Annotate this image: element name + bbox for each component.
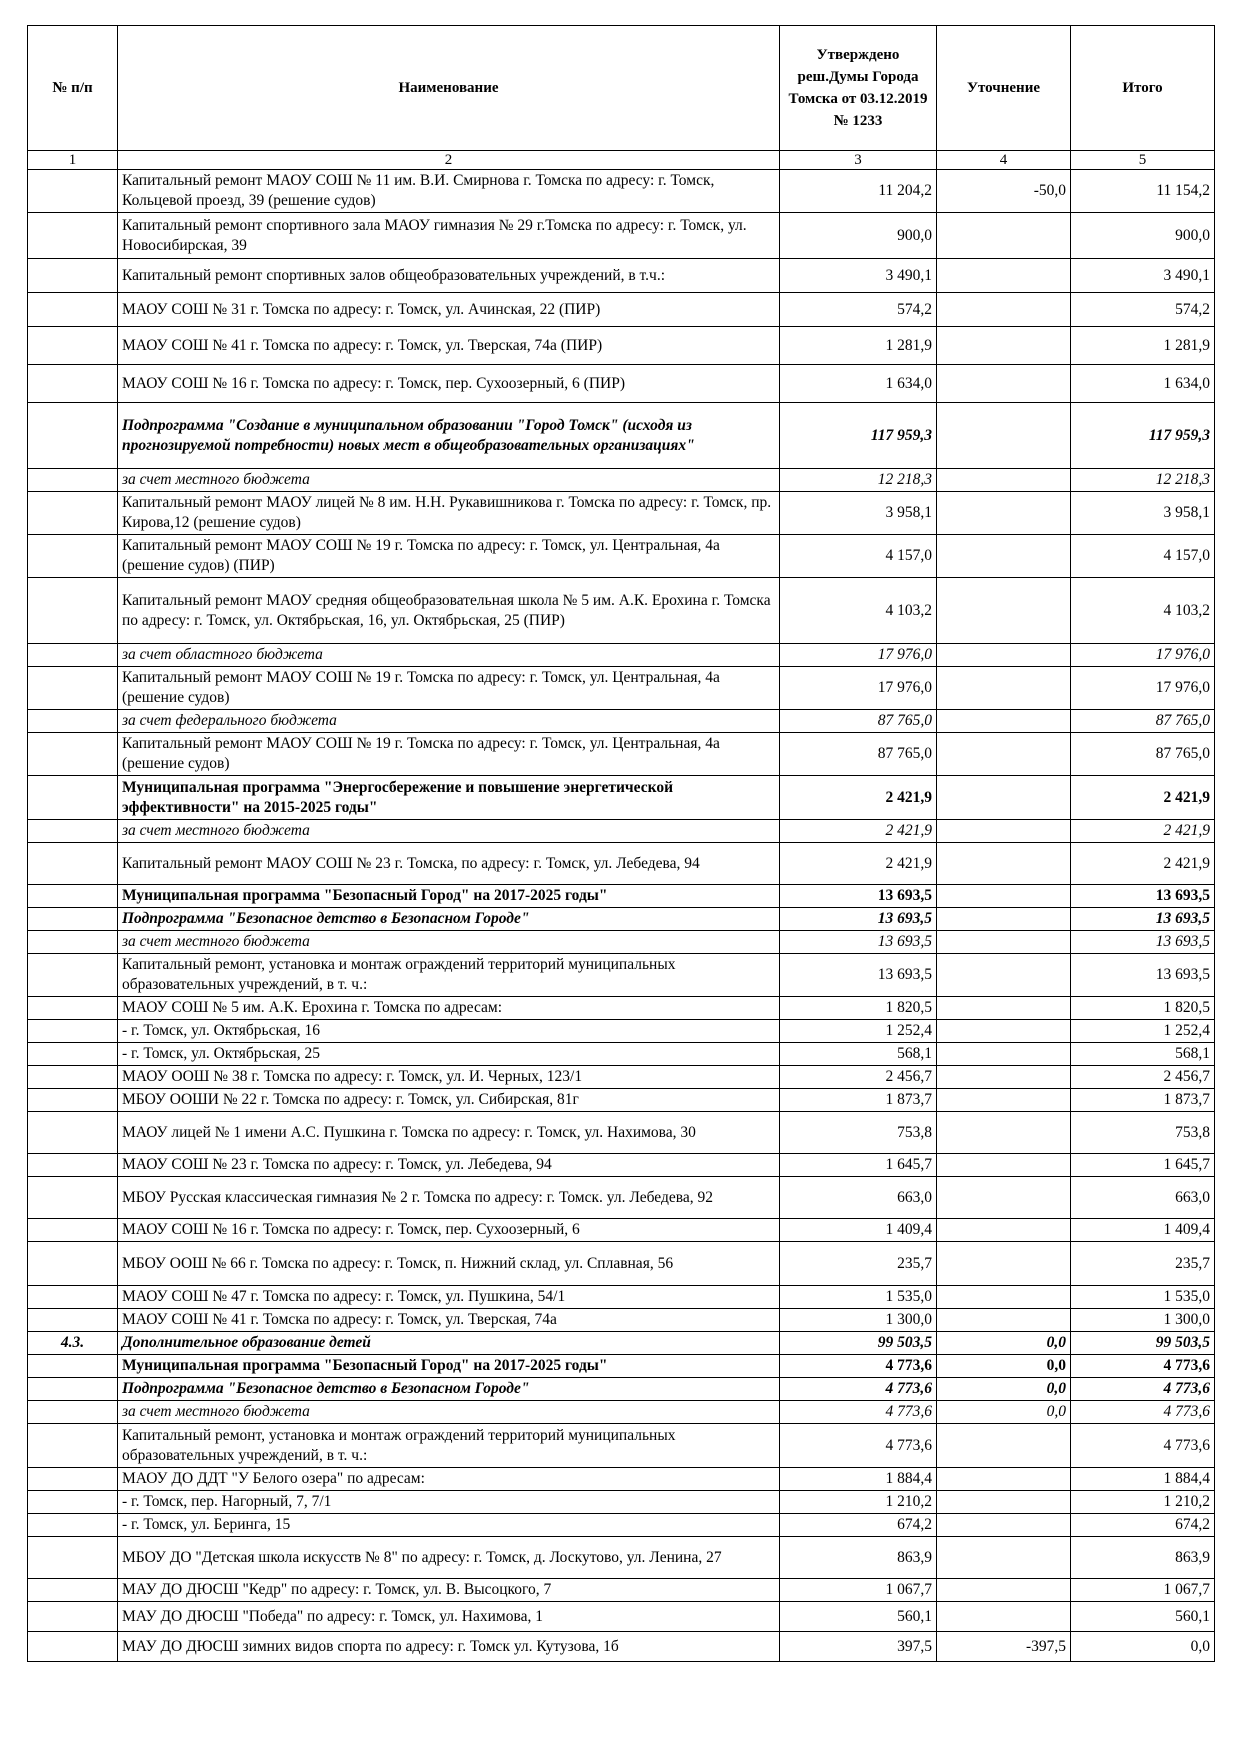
row-number	[28, 1219, 118, 1242]
budget-table-page	[27, 25, 1214, 1662]
row-change-value: -50,0	[937, 170, 1071, 213]
row-change-value	[937, 535, 1071, 578]
row-number	[28, 931, 118, 954]
row-change-value	[937, 1154, 1071, 1177]
table-row	[28, 1177, 1215, 1219]
row-change-value	[937, 259, 1071, 293]
row-change-value	[937, 885, 1071, 908]
table-row	[28, 259, 1215, 293]
row-total-value: 17 976,0	[1071, 644, 1215, 667]
row-number	[28, 1514, 118, 1537]
row-change-value: 0,0	[937, 1332, 1071, 1355]
row-number	[28, 644, 118, 667]
row-name: - г. Томск, ул. Октябрьская, 25	[118, 1043, 780, 1066]
row-approved-value: 1 281,9	[780, 327, 937, 365]
row-approved-value: 1 300,0	[780, 1309, 937, 1332]
table-row	[28, 1514, 1215, 1537]
table-row	[28, 1424, 1215, 1468]
row-approved-value: 4 773,6	[780, 1378, 937, 1401]
header-name: Наименование	[118, 26, 780, 151]
row-number	[28, 1468, 118, 1491]
row-number	[28, 327, 118, 365]
row-approved-value: 3 958,1	[780, 492, 937, 535]
row-change-value	[937, 213, 1071, 259]
table-row	[28, 1066, 1215, 1089]
table-row	[28, 710, 1215, 733]
row-total-value: 1 300,0	[1071, 1309, 1215, 1332]
header-total: Итого	[1071, 26, 1215, 151]
row-name: Капитальный ремонт МАОУ СОШ № 19 г. Томска по адресу: г. Томск, ул. Центральная, 4а (решение судов)	[118, 667, 780, 710]
row-change-value	[937, 820, 1071, 843]
row-approved-value: 1 252,4	[780, 1020, 937, 1043]
row-change-value	[937, 293, 1071, 327]
row-approved-value: 4 773,6	[780, 1355, 937, 1378]
row-name: МАОУ СОШ № 47 г. Томска по адресу: г. Томск, ул. Пушкина, 54/1	[118, 1286, 780, 1309]
row-name: - г. Томск, пер. Нагорный, 7, 7/1	[118, 1491, 780, 1514]
row-name: Капитальный ремонт МАОУ лицей № 8 им. Н.Н. Рукавишникова г. Томска по адресу: г. Томск, пр. Кирова,12 (решение судов)	[118, 492, 780, 535]
row-change-value	[937, 1177, 1071, 1219]
row-total-value: 863,9	[1071, 1537, 1215, 1579]
row-approved-value: 1 634,0	[780, 365, 937, 403]
table-row	[28, 644, 1215, 667]
table-row	[28, 1537, 1215, 1579]
row-number	[28, 908, 118, 931]
table-row	[28, 1332, 1215, 1355]
row-total-value: 4 773,6	[1071, 1401, 1215, 1424]
row-total-value: 235,7	[1071, 1242, 1215, 1286]
row-change-value	[937, 492, 1071, 535]
row-change-value	[937, 667, 1071, 710]
row-total-value: 1 634,0	[1071, 365, 1215, 403]
row-change-value	[937, 931, 1071, 954]
table-row	[28, 1378, 1215, 1401]
table-row	[28, 733, 1215, 776]
row-name: МБОУ ООШ № 66 г. Томска по адресу: г. Томск, п. Нижний склад, ул. Сплавная, 56	[118, 1242, 780, 1286]
row-total-value: 2 421,9	[1071, 843, 1215, 885]
row-number	[28, 667, 118, 710]
row-change-value	[937, 403, 1071, 469]
row-approved-value: 11 204,2	[780, 170, 937, 213]
table-row	[28, 1401, 1215, 1424]
row-number	[28, 578, 118, 644]
row-approved-value: 3 490,1	[780, 259, 937, 293]
row-name: МБОУ ООШИ № 22 г. Томска по адресу: г. Томск, ул. Сибирская, 81г	[118, 1089, 780, 1112]
row-total-value: 4 773,6	[1071, 1378, 1215, 1401]
row-number	[28, 403, 118, 469]
row-change-value	[937, 1043, 1071, 1066]
row-number	[28, 733, 118, 776]
table-row	[28, 1112, 1215, 1154]
row-number	[28, 259, 118, 293]
table-row	[28, 1579, 1215, 1602]
column-number: 5	[1071, 151, 1215, 170]
row-name: Муниципальная программа "Безопасный Город" на 2017-2025 годы"	[118, 1355, 780, 1378]
table-row	[28, 535, 1215, 578]
row-number	[28, 535, 118, 578]
row-name: Капитальный ремонт спортивных залов общеобразовательных учреждений, в т.ч.:	[118, 259, 780, 293]
row-total-value: 3 958,1	[1071, 492, 1215, 535]
row-approved-value: 13 693,5	[780, 908, 937, 931]
row-total-value: 117 959,3	[1071, 403, 1215, 469]
row-total-value: 87 765,0	[1071, 733, 1215, 776]
row-name: Капитальный ремонт МАОУ СОШ № 23 г. Томска, по адресу: г. Томск, ул. Лебедева, 94	[118, 843, 780, 885]
row-approved-value: 574,2	[780, 293, 937, 327]
table-row	[28, 1602, 1215, 1632]
row-number	[28, 1602, 118, 1632]
table-row	[28, 365, 1215, 403]
row-name: Капитальный ремонт МАОУ СОШ № 11 им. В.И. Смирнова г. Томска по адресу: г. Томск, Кольцевой проезд, 39 (решение судов)	[118, 170, 780, 213]
table-row	[28, 1043, 1215, 1066]
row-number	[28, 1043, 118, 1066]
row-approved-value: 753,8	[780, 1112, 937, 1154]
row-total-value: 1 873,7	[1071, 1089, 1215, 1112]
row-name: МАОУ ДО ДДТ "У Белого озера" по адресам:	[118, 1468, 780, 1491]
row-name: МАОУ СОШ № 41 г. Томска по адресу: г. Томск, ул. Тверская, 74а (ПИР)	[118, 327, 780, 365]
table-row	[28, 667, 1215, 710]
row-change-value	[937, 1112, 1071, 1154]
row-change-value	[937, 710, 1071, 733]
row-change-value	[937, 1309, 1071, 1332]
row-name: Капитальный ремонт МАОУ средняя общеобразовательная школа № 5 им. А.К. Ерохина г. Томска по адресу: г. Томск, ул. Октябрьская, 16, ул. Октябрьская, 25 (ПИР)	[118, 578, 780, 644]
table-row	[28, 1286, 1215, 1309]
row-number	[28, 1378, 118, 1401]
row-number	[28, 1066, 118, 1089]
row-total-value: 663,0	[1071, 1177, 1215, 1219]
header-change: Уточнение	[937, 26, 1071, 151]
row-name: Капитальный ремонт МАОУ СОШ № 19 г. Томска по адресу: г. Томск, ул. Центральная, 4а (решение судов) (ПИР)	[118, 535, 780, 578]
table-row	[28, 954, 1215, 997]
row-name: Капитальный ремонт, установка и монтаж ограждений территорий муниципальных образовательных учреждений, в т. ч.:	[118, 1424, 780, 1468]
table-row	[28, 327, 1215, 365]
row-approved-value: 1 873,7	[780, 1089, 937, 1112]
row-name: - г. Томск, ул. Октябрьская, 16	[118, 1020, 780, 1043]
row-name: Капитальный ремонт МАОУ СОШ № 19 г. Томска по адресу: г. Томск, ул. Центральная, 4а (решение судов)	[118, 733, 780, 776]
row-approved-value: 560,1	[780, 1602, 937, 1632]
row-change-value	[937, 1089, 1071, 1112]
row-change-value	[937, 843, 1071, 885]
row-approved-value: 13 693,5	[780, 885, 937, 908]
row-total-value: 1 409,4	[1071, 1219, 1215, 1242]
table-row	[28, 820, 1215, 843]
table-row	[28, 1355, 1215, 1378]
row-change-value	[937, 1491, 1071, 1514]
row-name: МАОУ СОШ № 5 им. А.К. Ерохина г. Томска по адресам:	[118, 997, 780, 1020]
row-total-value: 1 067,7	[1071, 1579, 1215, 1602]
row-name: МБОУ Русская классическая гимназия № 2 г. Томска по адресу: г. Томск. ул. Лебедева, 92	[118, 1177, 780, 1219]
row-total-value: 17 976,0	[1071, 667, 1215, 710]
row-approved-value: 663,0	[780, 1177, 937, 1219]
row-name: за счет областного бюджета	[118, 644, 780, 667]
row-name: МАОУ СОШ № 16 г. Томска по адресу: г. Томск, пер. Сухоозерный, 6	[118, 1219, 780, 1242]
row-number	[28, 885, 118, 908]
row-name: - г. Томск, ул. Беринга, 15	[118, 1514, 780, 1537]
row-number	[28, 1112, 118, 1154]
table-row	[28, 885, 1215, 908]
row-total-value: 3 490,1	[1071, 259, 1215, 293]
row-number	[28, 1089, 118, 1112]
row-name: МАУ ДО ДЮСШ зимних видов спорта по адресу: г. Томск ул. Кутузова, 1б	[118, 1632, 780, 1662]
row-number	[28, 492, 118, 535]
row-approved-value: 1 210,2	[780, 1491, 937, 1514]
row-name: за счет местного бюджета	[118, 469, 780, 492]
row-change-value	[937, 954, 1071, 997]
table-row	[28, 1219, 1215, 1242]
row-name: Подпрограмма "Безопасное детство в Безопасном Городе"	[118, 908, 780, 931]
row-total-value: 13 693,5	[1071, 954, 1215, 997]
row-number	[28, 997, 118, 1020]
row-change-value	[937, 1242, 1071, 1286]
row-number	[28, 1309, 118, 1332]
row-approved-value: 1 535,0	[780, 1286, 937, 1309]
column-number: 1	[28, 151, 118, 170]
row-name: МАОУ СОШ № 41 г. Томска по адресу: г. Томск, ул. Тверская, 74а	[118, 1309, 780, 1332]
row-total-value: 900,0	[1071, 213, 1215, 259]
row-total-value: 1 210,2	[1071, 1491, 1215, 1514]
row-change-value	[937, 1537, 1071, 1579]
table-row	[28, 469, 1215, 492]
row-name: Капитальный ремонт спортивного зала МАОУ гимназия № 29 г.Томска по адресу: г. Томск, ул. Новосибирская, 39	[118, 213, 780, 259]
header-row	[28, 26, 1215, 151]
row-name: за счет местного бюджета	[118, 931, 780, 954]
row-approved-value: 397,5	[780, 1632, 937, 1662]
row-number	[28, 469, 118, 492]
row-name: за счет местного бюджета	[118, 1401, 780, 1424]
row-change-value	[937, 365, 1071, 403]
row-number	[28, 1491, 118, 1514]
row-name: за счет федерального бюджета	[118, 710, 780, 733]
row-total-value: 1 252,4	[1071, 1020, 1215, 1043]
row-number	[28, 213, 118, 259]
row-change-value	[937, 578, 1071, 644]
row-approved-value: 87 765,0	[780, 710, 937, 733]
row-name: Дополнительное образование детей	[118, 1332, 780, 1355]
row-approved-value: 99 503,5	[780, 1332, 937, 1355]
row-total-value: 99 503,5	[1071, 1332, 1215, 1355]
row-change-value	[937, 1424, 1071, 1468]
row-name: Подпрограмма "Безопасное детство в Безопасном Городе"	[118, 1378, 780, 1401]
row-number	[28, 1286, 118, 1309]
row-change-value	[937, 1219, 1071, 1242]
row-total-value: 568,1	[1071, 1043, 1215, 1066]
row-approved-value: 17 976,0	[780, 644, 937, 667]
row-approved-value: 87 765,0	[780, 733, 937, 776]
row-change-value	[937, 1066, 1071, 1089]
row-total-value: 4 773,6	[1071, 1355, 1215, 1378]
row-approved-value: 17 976,0	[780, 667, 937, 710]
row-name: МАОУ СОШ № 31 г. Томска по адресу: г. Томск, ул. Ачинская, 22 (ПИР)	[118, 293, 780, 327]
row-number	[28, 710, 118, 733]
row-approved-value: 568,1	[780, 1043, 937, 1066]
row-total-value: 11 154,2	[1071, 170, 1215, 213]
header-number: № п/п	[28, 26, 118, 151]
row-change-value: -397,5	[937, 1632, 1071, 1662]
row-number	[28, 170, 118, 213]
table-row	[28, 843, 1215, 885]
table-row	[28, 776, 1215, 820]
row-number	[28, 1154, 118, 1177]
row-change-value	[937, 644, 1071, 667]
row-change-value	[937, 997, 1071, 1020]
row-name: МАОУ лицей № 1 имени А.С. Пушкина г. Томска по адресу: г. Томск, ул. Нахимова, 30	[118, 1112, 780, 1154]
row-total-value: 4 103,2	[1071, 578, 1215, 644]
column-number: 3	[780, 151, 937, 170]
row-number	[28, 293, 118, 327]
column-number: 2	[118, 151, 780, 170]
row-number	[28, 776, 118, 820]
row-approved-value: 4 773,6	[780, 1424, 937, 1468]
row-approved-value: 1 067,7	[780, 1579, 937, 1602]
row-name: Капитальный ремонт, установка и монтаж ограждений территорий муниципальных образовательных учреждений, в т. ч.:	[118, 954, 780, 997]
row-name: МАУ ДО ДЮСШ "Кедр" по адресу: г. Томск, ул. В. Высоцкого, 7	[118, 1579, 780, 1602]
row-approved-value: 235,7	[780, 1242, 937, 1286]
table-row	[28, 293, 1215, 327]
row-approved-value: 2 421,9	[780, 776, 937, 820]
row-approved-value: 674,2	[780, 1514, 937, 1537]
row-total-value: 674,2	[1071, 1514, 1215, 1537]
table-row	[28, 1242, 1215, 1286]
row-approved-value: 1 884,4	[780, 1468, 937, 1491]
row-approved-value: 2 421,9	[780, 820, 937, 843]
row-number	[28, 365, 118, 403]
row-change-value	[937, 1020, 1071, 1043]
row-total-value: 2 421,9	[1071, 820, 1215, 843]
row-change-value	[937, 469, 1071, 492]
table-row	[28, 403, 1215, 469]
row-change-value	[937, 327, 1071, 365]
row-change-value	[937, 1602, 1071, 1632]
row-number	[28, 954, 118, 997]
row-number	[28, 1355, 118, 1378]
row-approved-value: 2 456,7	[780, 1066, 937, 1089]
table-row	[28, 997, 1215, 1020]
row-number: 4.3.	[28, 1332, 118, 1355]
budget-table	[27, 25, 1215, 1662]
row-total-value: 13 693,5	[1071, 908, 1215, 931]
row-approved-value: 1 820,5	[780, 997, 937, 1020]
row-total-value: 4 773,6	[1071, 1424, 1215, 1468]
row-total-value: 1 884,4	[1071, 1468, 1215, 1491]
row-name: Муниципальная программа "Энергосбережение и повышение энергетической эффективности" на 2015-2025 годы"	[118, 776, 780, 820]
row-number	[28, 1401, 118, 1424]
row-total-value: 87 765,0	[1071, 710, 1215, 733]
table-row	[28, 1089, 1215, 1112]
row-total-value: 1 820,5	[1071, 997, 1215, 1020]
row-name: МАУ ДО ДЮСШ "Победа" по адресу: г. Томск, ул. Нахимова, 1	[118, 1602, 780, 1632]
row-name: МАОУ ООШ № 38 г. Томска по адресу: г. Томск, ул. И. Черных, 123/1	[118, 1066, 780, 1089]
row-approved-value: 117 959,3	[780, 403, 937, 469]
row-change-value	[937, 908, 1071, 931]
row-approved-value: 13 693,5	[780, 954, 937, 997]
row-approved-value: 4 773,6	[780, 1401, 937, 1424]
row-total-value: 2 456,7	[1071, 1066, 1215, 1089]
row-number	[28, 1177, 118, 1219]
row-name: Муниципальная программа "Безопасный Город" на 2017-2025 годы"	[118, 885, 780, 908]
row-total-value: 4 157,0	[1071, 535, 1215, 578]
row-approved-value: 1 409,4	[780, 1219, 937, 1242]
row-change-value	[937, 733, 1071, 776]
row-change-value	[937, 776, 1071, 820]
row-number	[28, 1537, 118, 1579]
row-change-value	[937, 1286, 1071, 1309]
row-total-value: 2 421,9	[1071, 776, 1215, 820]
table-row	[28, 1154, 1215, 1177]
table-row	[28, 1309, 1215, 1332]
table-row	[28, 578, 1215, 644]
row-approved-value: 1 645,7	[780, 1154, 937, 1177]
row-change-value	[937, 1468, 1071, 1491]
row-approved-value: 2 421,9	[780, 843, 937, 885]
column-number-row	[28, 151, 1215, 170]
row-total-value: 13 693,5	[1071, 885, 1215, 908]
row-total-value: 0,0	[1071, 1632, 1215, 1662]
row-total-value: 13 693,5	[1071, 931, 1215, 954]
table-row	[28, 931, 1215, 954]
row-name: МБОУ ДО "Детская школа искусств № 8" по адресу: г. Томск, д. Лоскутово, ул. Ленина, 27	[118, 1537, 780, 1579]
row-approved-value: 4 157,0	[780, 535, 937, 578]
row-name: Подпрограмма "Создание в муниципальном образовании "Город Томск" (исходя из прогнозируемой потребности) новых мест в общеобразовательных организациях"	[118, 403, 780, 469]
row-number	[28, 820, 118, 843]
row-name: МАОУ СОШ № 23 г. Томска по адресу: г. Томск, ул. Лебедева, 94	[118, 1154, 780, 1177]
row-number	[28, 1579, 118, 1602]
row-total-value: 1 281,9	[1071, 327, 1215, 365]
row-total-value: 1 535,0	[1071, 1286, 1215, 1309]
row-number	[28, 1242, 118, 1286]
table-row	[28, 170, 1215, 213]
row-total-value: 753,8	[1071, 1112, 1215, 1154]
row-change-value	[937, 1579, 1071, 1602]
row-change-value: 0,0	[937, 1401, 1071, 1424]
row-approved-value: 863,9	[780, 1537, 937, 1579]
row-number	[28, 843, 118, 885]
table-row	[28, 213, 1215, 259]
row-name: МАОУ СОШ № 16 г. Томска по адресу: г. Томск, пер. Сухоозерный, 6 (ПИР)	[118, 365, 780, 403]
row-approved-value: 4 103,2	[780, 578, 937, 644]
row-approved-value: 900,0	[780, 213, 937, 259]
row-total-value: 12 218,3	[1071, 469, 1215, 492]
header-approved: Утверждено реш.Думы Города Томска от 03.12.2019 № 1233	[780, 26, 937, 151]
table-row	[28, 1468, 1215, 1491]
row-name: за счет местного бюджета	[118, 820, 780, 843]
table-row	[28, 1632, 1215, 1662]
table-row	[28, 1020, 1215, 1043]
row-change-value: 0,0	[937, 1378, 1071, 1401]
row-total-value: 560,1	[1071, 1602, 1215, 1632]
row-number	[28, 1020, 118, 1043]
row-change-value	[937, 1514, 1071, 1537]
row-number	[28, 1424, 118, 1468]
table-row	[28, 1491, 1215, 1514]
row-total-value: 1 645,7	[1071, 1154, 1215, 1177]
row-number	[28, 1632, 118, 1662]
row-change-value: 0,0	[937, 1355, 1071, 1378]
table-row	[28, 492, 1215, 535]
column-number: 4	[937, 151, 1071, 170]
row-approved-value: 13 693,5	[780, 931, 937, 954]
table-row	[28, 908, 1215, 931]
row-total-value: 574,2	[1071, 293, 1215, 327]
row-approved-value: 12 218,3	[780, 469, 937, 492]
